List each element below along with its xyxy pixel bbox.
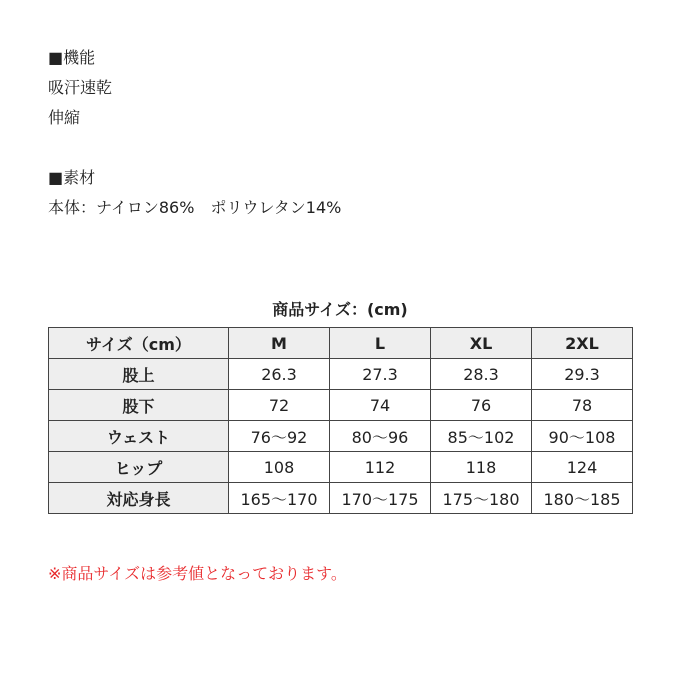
features-heading: ■機能 bbox=[48, 48, 96, 67]
table-row bbox=[49, 421, 633, 452]
table-cell: 112 bbox=[330, 452, 431, 483]
feature-item-stretch: 伸縮 bbox=[48, 108, 81, 127]
material-heading: ■素材 bbox=[48, 168, 96, 187]
table-cell: 27.3 bbox=[330, 359, 431, 390]
table-cell: 108 bbox=[229, 452, 330, 483]
table-header-row bbox=[49, 328, 633, 359]
size-table-title: 商品サイズ：(cm) bbox=[272, 300, 408, 319]
header-cell-size-label: サイズ（cm） bbox=[49, 328, 229, 359]
size-table bbox=[48, 327, 633, 514]
table-cell: 29.3 bbox=[532, 359, 633, 390]
table-row bbox=[49, 483, 633, 514]
table-cell: 26.3 bbox=[229, 359, 330, 390]
table-cell: 180〜185 bbox=[532, 483, 633, 514]
row-label: 股下 bbox=[49, 390, 229, 421]
header-cell-m: M bbox=[229, 328, 330, 359]
row-label: 対応身長 bbox=[49, 483, 229, 514]
header-cell-xl: XL bbox=[431, 328, 532, 359]
table-cell: 76 bbox=[431, 390, 532, 421]
table-cell: 78 bbox=[532, 390, 633, 421]
row-label: ウェスト bbox=[49, 421, 229, 452]
table-cell: 170〜175 bbox=[330, 483, 431, 514]
table-cell: 90〜108 bbox=[532, 421, 633, 452]
row-label: ヒップ bbox=[49, 452, 229, 483]
table-cell: 80〜96 bbox=[330, 421, 431, 452]
header-cell-2xl: 2XL bbox=[532, 328, 633, 359]
feature-item-quick-dry: 吸汗速乾 bbox=[48, 78, 113, 97]
table-cell: 124 bbox=[532, 452, 633, 483]
table-cell: 76〜92 bbox=[229, 421, 330, 452]
table-cell: 175〜180 bbox=[431, 483, 532, 514]
header-cell-l: L bbox=[330, 328, 431, 359]
table-cell: 74 bbox=[330, 390, 431, 421]
size-reference-note: ※商品サイズは参考値となっております。 bbox=[48, 564, 347, 583]
table-cell: 72 bbox=[229, 390, 330, 421]
table-cell: 118 bbox=[431, 452, 532, 483]
material-text: 本体：ナイロン86% ポリウレタン14% bbox=[48, 198, 342, 217]
table-row bbox=[49, 452, 633, 483]
row-label: 股上 bbox=[49, 359, 229, 390]
table-row bbox=[49, 390, 633, 421]
table-cell: 28.3 bbox=[431, 359, 532, 390]
table-cell: 85〜102 bbox=[431, 421, 532, 452]
table-row bbox=[49, 359, 633, 390]
table-cell: 165〜170 bbox=[229, 483, 330, 514]
